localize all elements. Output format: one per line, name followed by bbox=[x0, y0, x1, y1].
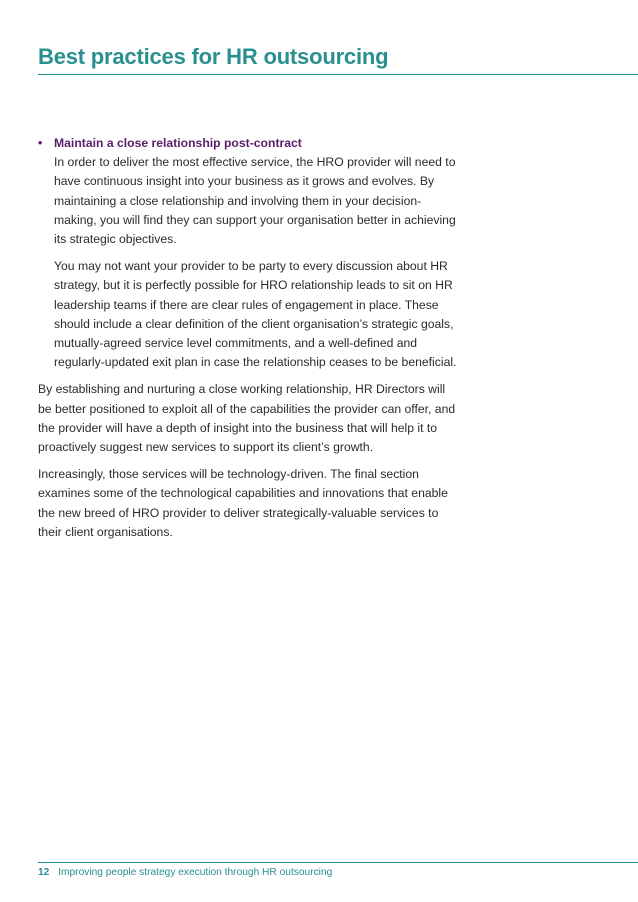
page-number: 12 bbox=[38, 867, 50, 878]
bullet-item bbox=[38, 134, 458, 372]
bullet-paragraph-2: You may not want your provider to be party to every discussion about HR strategy, but it is perfectly possible for HRO relationship leads to sit on HR leadership teams if there are clear rules of engagement in place. These should include a clear definition of the client organisation’s strategic goals, mutually-agreed service level commitments, and a well-defined and regularly-updated exit plan in case the relationship ceases to be beneficial. bbox=[54, 259, 457, 370]
title-divider bbox=[38, 74, 638, 75]
bullet-heading: Maintain a close relationship post-contract bbox=[54, 136, 302, 150]
bullet-marker: • bbox=[38, 136, 43, 150]
page-footer bbox=[38, 867, 332, 878]
bullet-paragraph-1: In order to deliver the most effective service, the HRO provider will need to have continuous insight into your business as it grows and evolves. By maintaining a close relationship and involving them in your decision-making, you will find they can support your organisation better in achieving its strategic objectives. bbox=[54, 155, 456, 247]
main-content bbox=[38, 134, 458, 550]
footer-title: Improving people strategy execution through HR outsourcing bbox=[58, 867, 333, 878]
body-paragraph-2: Increasingly, those services will be technology-driven. The final section examines some of the technological capabilities and innovations that enable the new breed of HRO provider to deliver strategically-valuable services to their client organisations. bbox=[38, 467, 448, 539]
body-paragraph-1: By establishing and nurturing a close working relationship, HR Directors will be better positioned to exploit all of the capabilities the provider can offer, and the provider will have a depth of insight into the business that will help it to proactively suggest new services to support its client’s growth. bbox=[38, 382, 456, 455]
page-title: Best practices for HR outsourcing bbox=[38, 44, 389, 69]
footer-divider bbox=[38, 862, 638, 863]
